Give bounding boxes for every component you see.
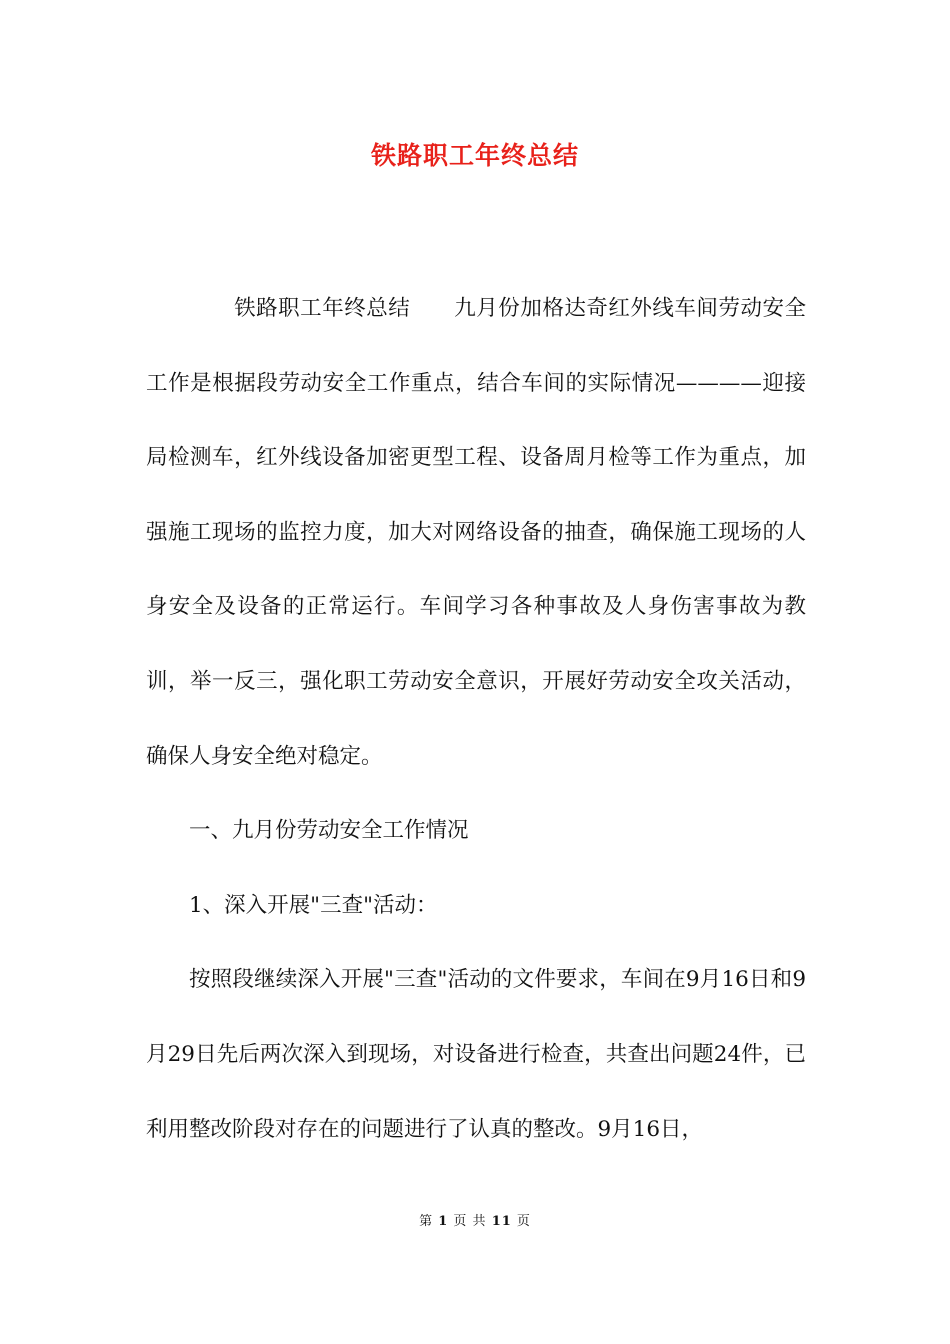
paragraph-inspection: 按照段继续深入开展"三查"活动的文件要求，车间在9月16日和9月29日先后两次深入到现场，对设备进行检查，共查出问题24件，已利用整改阶段对存在的问题进行了认真的整改。9月16日， bbox=[146, 967, 806, 1142]
paragraph-intro: 铁路职工年终总结 九月份加格达奇红外线车间劳动安全工作是根据段劳动安全工作重点，结合车间的实际情况————迎接局检测车，红外线设备加密更型工程、设备周月检等工作为重点，加强施工现场的监控力度，加大对网络设备的抽查，确保施工现场的人身安全及设备的正常运行。车间学习各种事故及人身伤害事故为教训，举一反三，强化职工劳动安全意识，开展好劳动安全攻关活动，确保人身安全绝对稳定。 bbox=[146, 296, 806, 769]
document-title: 铁路职工年终总结 bbox=[370, 141, 579, 170]
current-page-number: 1 bbox=[438, 1214, 449, 1229]
footer-middle: 页 共 bbox=[453, 1214, 487, 1229]
section-heading: 一、九月份劳动安全工作情况 bbox=[189, 818, 469, 844]
page-footer bbox=[0, 1210, 950, 1229]
subsection-heading: 1、深入开展"三查"活动： bbox=[189, 892, 438, 918]
total-page-count: 11 bbox=[491, 1214, 512, 1229]
footer-prefix: 第 bbox=[419, 1214, 434, 1229]
footer-suffix: 页 bbox=[516, 1214, 531, 1229]
document-body bbox=[146, 272, 806, 1167]
